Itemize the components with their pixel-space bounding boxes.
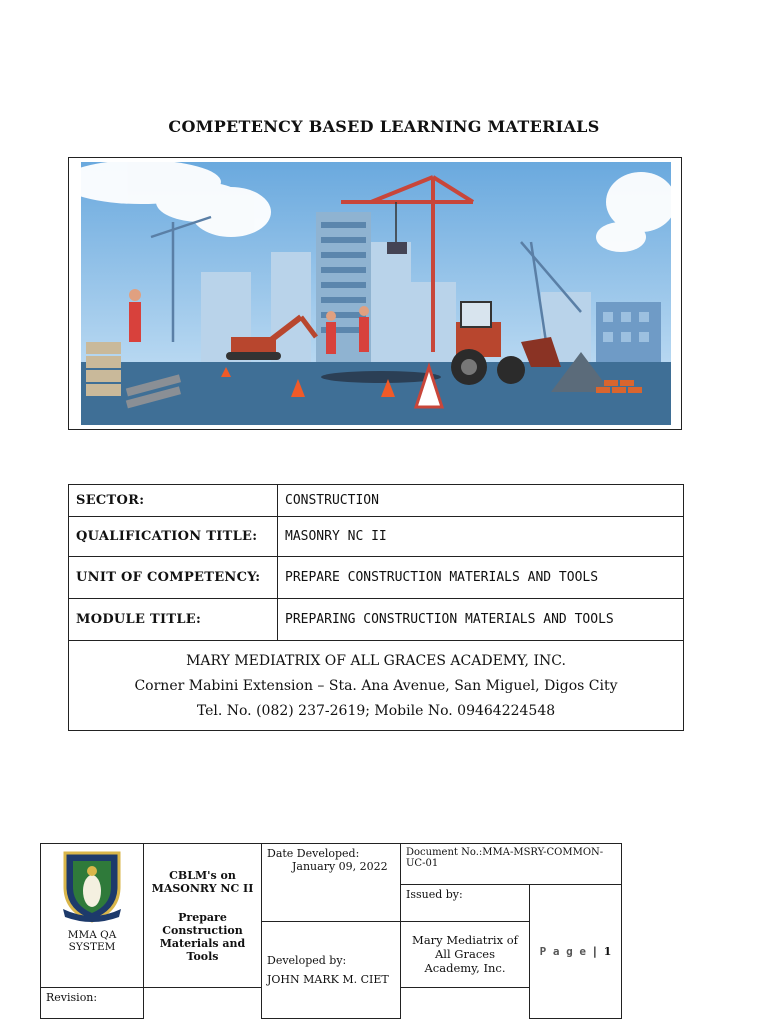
issuer-name: Mary Mediatrix of All Graces Academy, Inc.	[401, 921, 530, 988]
footer-developer-cell	[262, 921, 401, 1019]
info-value: PREPARE CONSTRUCTION MATERIALS AND TOOLS	[278, 557, 684, 599]
academy-name: MARY MEDIATRIX OF ALL GRACES ACADEMY, INC.	[186, 653, 566, 669]
info-row-unit	[69, 557, 684, 599]
date-label: Date Developed:	[267, 847, 360, 860]
construction-site-illustration	[81, 162, 671, 425]
document-number: Document No.:MMA-MSRY-COMMON-UC-01	[401, 844, 622, 885]
info-value: MASONRY NC II	[278, 517, 684, 557]
footer-logo-cell	[41, 844, 144, 988]
footer-cblm-cell	[144, 844, 262, 988]
cblm-subtitle: Prepare Construction Materials and Tools	[159, 910, 246, 963]
issued-by-label: Issued by:	[401, 885, 530, 922]
page-number: 1	[603, 945, 612, 958]
info-label: MODULE TITLE:	[69, 599, 278, 641]
info-value: CONSTRUCTION	[278, 485, 684, 517]
info-label: UNIT OF COMPETENCY:	[69, 557, 278, 599]
date-value: January 09, 2022	[292, 860, 388, 873]
info-label: QUALIFICATION TITLE:	[69, 517, 278, 557]
document-title: COMPETENCY BASED LEARNING MATERIALS	[168, 117, 600, 136]
info-row-sector	[69, 485, 684, 517]
cover-illustration-frame	[68, 157, 682, 430]
info-row-module	[69, 599, 684, 641]
footer-date-cell	[262, 844, 401, 922]
cblm-title: CBLM's on MASONRY NC II	[151, 868, 254, 895]
developed-by-label: Developed by:	[267, 953, 347, 967]
module-info-table	[68, 484, 684, 731]
school-shield-logo	[59, 847, 125, 923]
info-label: SECTOR:	[69, 485, 278, 517]
academy-row	[69, 641, 684, 731]
developer-name: JOHN MARK M. CIET	[267, 972, 389, 986]
academy-block	[69, 641, 684, 731]
page-number-cell: P a g e | 1	[530, 885, 622, 1019]
document-footer	[40, 843, 622, 1019]
academy-contact: Tel. No. (082) 237-2619; Mobile No. 09464224548	[196, 703, 556, 719]
logo-caption: MMA QA SYSTEM	[67, 929, 117, 953]
revision-label: Revision:	[41, 988, 144, 1019]
info-value: PREPARING CONSTRUCTION MATERIALS AND TOOLS	[278, 599, 684, 641]
page-label: P a g e	[539, 945, 586, 958]
academy-address: Corner Mabini Extension – Sta. Ana Avenue, San Miguel, Digos City	[134, 678, 618, 694]
info-row-qualification	[69, 517, 684, 557]
